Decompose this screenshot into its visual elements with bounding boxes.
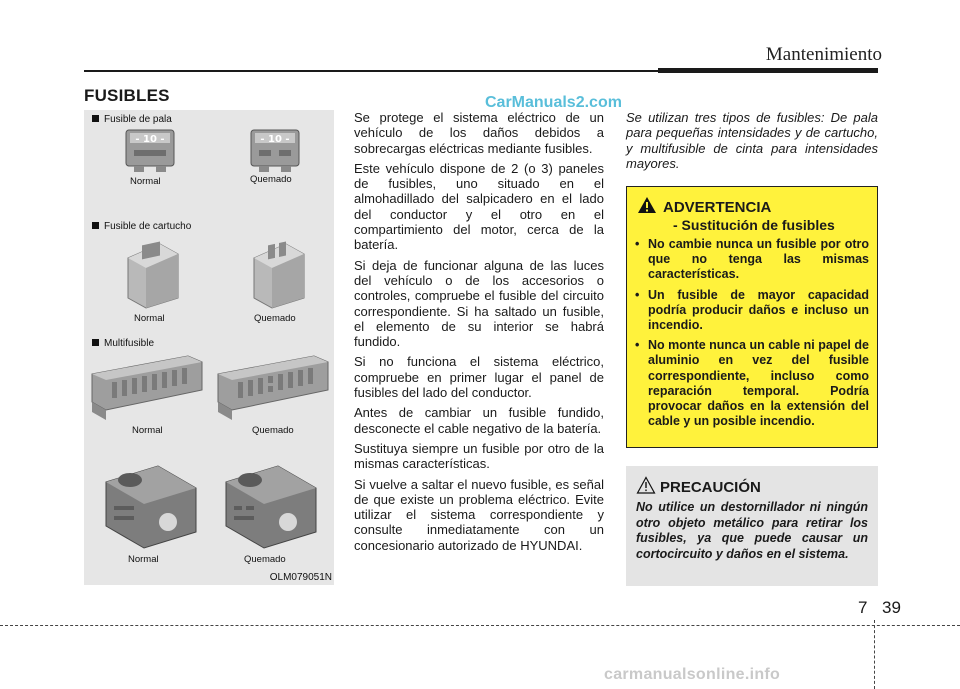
square-bullet-icon xyxy=(92,222,99,229)
body-paragraph: Si vuelve a saltar el nuevo fusible, es señal de que existe un problema eléctrico. Evite utilizar el sistema correspondiente y consulte inmediatamente con un concesionario autorizado de HYUNDAI. xyxy=(354,476,604,553)
body-paragraph: Antes de cambiar un fusible fundido, desconecte el cable negativo de la batería. xyxy=(354,405,604,436)
caution-triangle-icon xyxy=(636,476,656,494)
blade-blown-label: Quemado xyxy=(250,174,292,185)
footer-line xyxy=(0,625,960,626)
blade-fuse-normal-image xyxy=(124,128,176,174)
header-rule-accent xyxy=(658,68,878,73)
cartridge-fuse-normal-image xyxy=(120,236,182,310)
page-number: 39 xyxy=(882,598,901,617)
caution-box xyxy=(626,466,878,586)
watermark-bottom: carmanualsonline.info xyxy=(604,666,781,683)
body-text-column xyxy=(354,110,604,558)
body-paragraph: Si deja de funcionar alguna de las luces del vehículo o de los accesorios o controles, compruebe el fusible del circuito correspondiente. Si ha saltado un fusible, el elemento de su interior se habrá fundido. xyxy=(354,257,604,350)
fuse-figure-panel xyxy=(84,110,334,585)
cartridge-blown-label: Quemado xyxy=(254,313,296,324)
chapter-number: 7 xyxy=(858,598,868,617)
warning-title: ADVERTENCIA xyxy=(663,199,772,216)
blade-fuse-heading: Fusible de pala xyxy=(92,114,172,125)
multi-fuse-blown-image xyxy=(214,350,332,422)
body-paragraph: Si no funciona el sistema eléctrico, compruebe en primer lugar el panel de fusibles del lado del conductor. xyxy=(354,354,604,401)
warning-item: • No cambie nunca un fusible por otro que no tenga las mismas características. xyxy=(635,237,869,282)
warning-triangle-icon xyxy=(637,196,657,214)
large-fuse-normal-image xyxy=(100,462,202,552)
multi-normal-label: Normal xyxy=(132,425,163,436)
large-fuse-blown-image xyxy=(220,462,322,552)
bullet-icon: • xyxy=(635,338,640,353)
blade-normal-label: Normal xyxy=(130,176,161,187)
body-paragraph: Se protege el sistema eléctrico de un vehículo de los daños debidos a sobrecargas eléctricas mediante fusibles. xyxy=(354,110,604,156)
blade-fuse-blown-image xyxy=(249,128,301,174)
bullet-icon: • xyxy=(635,287,640,302)
multi-blown-label: Quemado xyxy=(252,425,294,436)
watermark-top: CarManuals2.com xyxy=(485,94,622,111)
body-paragraph: Sustituya siempre un fusible por otro de la mismas características. xyxy=(354,440,604,472)
cartridge-fuse-blown-image xyxy=(246,236,308,310)
cartridge-normal-label: Normal xyxy=(134,313,165,324)
large-blown-label: Quemado xyxy=(244,554,286,565)
warning-box xyxy=(626,186,878,448)
bullet-icon: • xyxy=(635,237,640,251)
square-bullet-icon xyxy=(92,115,99,122)
figure-code: OLM079051N xyxy=(269,572,332,583)
large-normal-label: Normal xyxy=(128,554,159,565)
section-title: FUSIBLES xyxy=(84,86,170,105)
multi-fuse-heading: Multifusible xyxy=(92,338,154,349)
warning-item: • Un fusible de mayor capacidad podría producir daños e incluso un incendio. xyxy=(635,287,869,333)
warning-item: • No monte nunca un cable ni papel de aluminio en vez del fusible correspondiente, incluso como reparación temporal. Podría provocar daños en la extensión del cable y un posible incendio. xyxy=(635,338,869,429)
multi-fuse-normal-image xyxy=(88,350,206,422)
body-paragraph: Este vehículo dispone de 2 (o 3) paneles de fusibles, uno situado en el almohadillado del salpicadero en el lado del conductor y el otro en el compartimiento del motor, cerca de la batería. xyxy=(354,160,604,253)
caution-title: PRECAUCIÓN xyxy=(660,479,761,496)
svg-text:- 10 -: - 10 - xyxy=(260,134,290,145)
fuse-types-intro: Se utilizan tres tipos de fusibles: De pala para pequeñas intensidades y de cartucho, y multifusible de cinta para intensidades mayores. xyxy=(626,110,878,171)
warning-subtitle: - Sustitución de fusibles xyxy=(673,217,835,233)
square-bullet-icon xyxy=(92,339,99,346)
footer-divider xyxy=(874,620,875,689)
cartridge-fuse-heading: Fusible de cartucho xyxy=(92,221,191,232)
caution-text: No utilice un destornillador ni ningún otro objeto metálico para retirar los fusibles, ya que puede causar un cortocircuito y daños en el sistema. xyxy=(636,500,868,561)
svg-text:- 10 -: - 10 - xyxy=(135,134,165,145)
warning-list xyxy=(635,237,869,434)
page-header-title: Mantenimiento xyxy=(765,44,882,65)
